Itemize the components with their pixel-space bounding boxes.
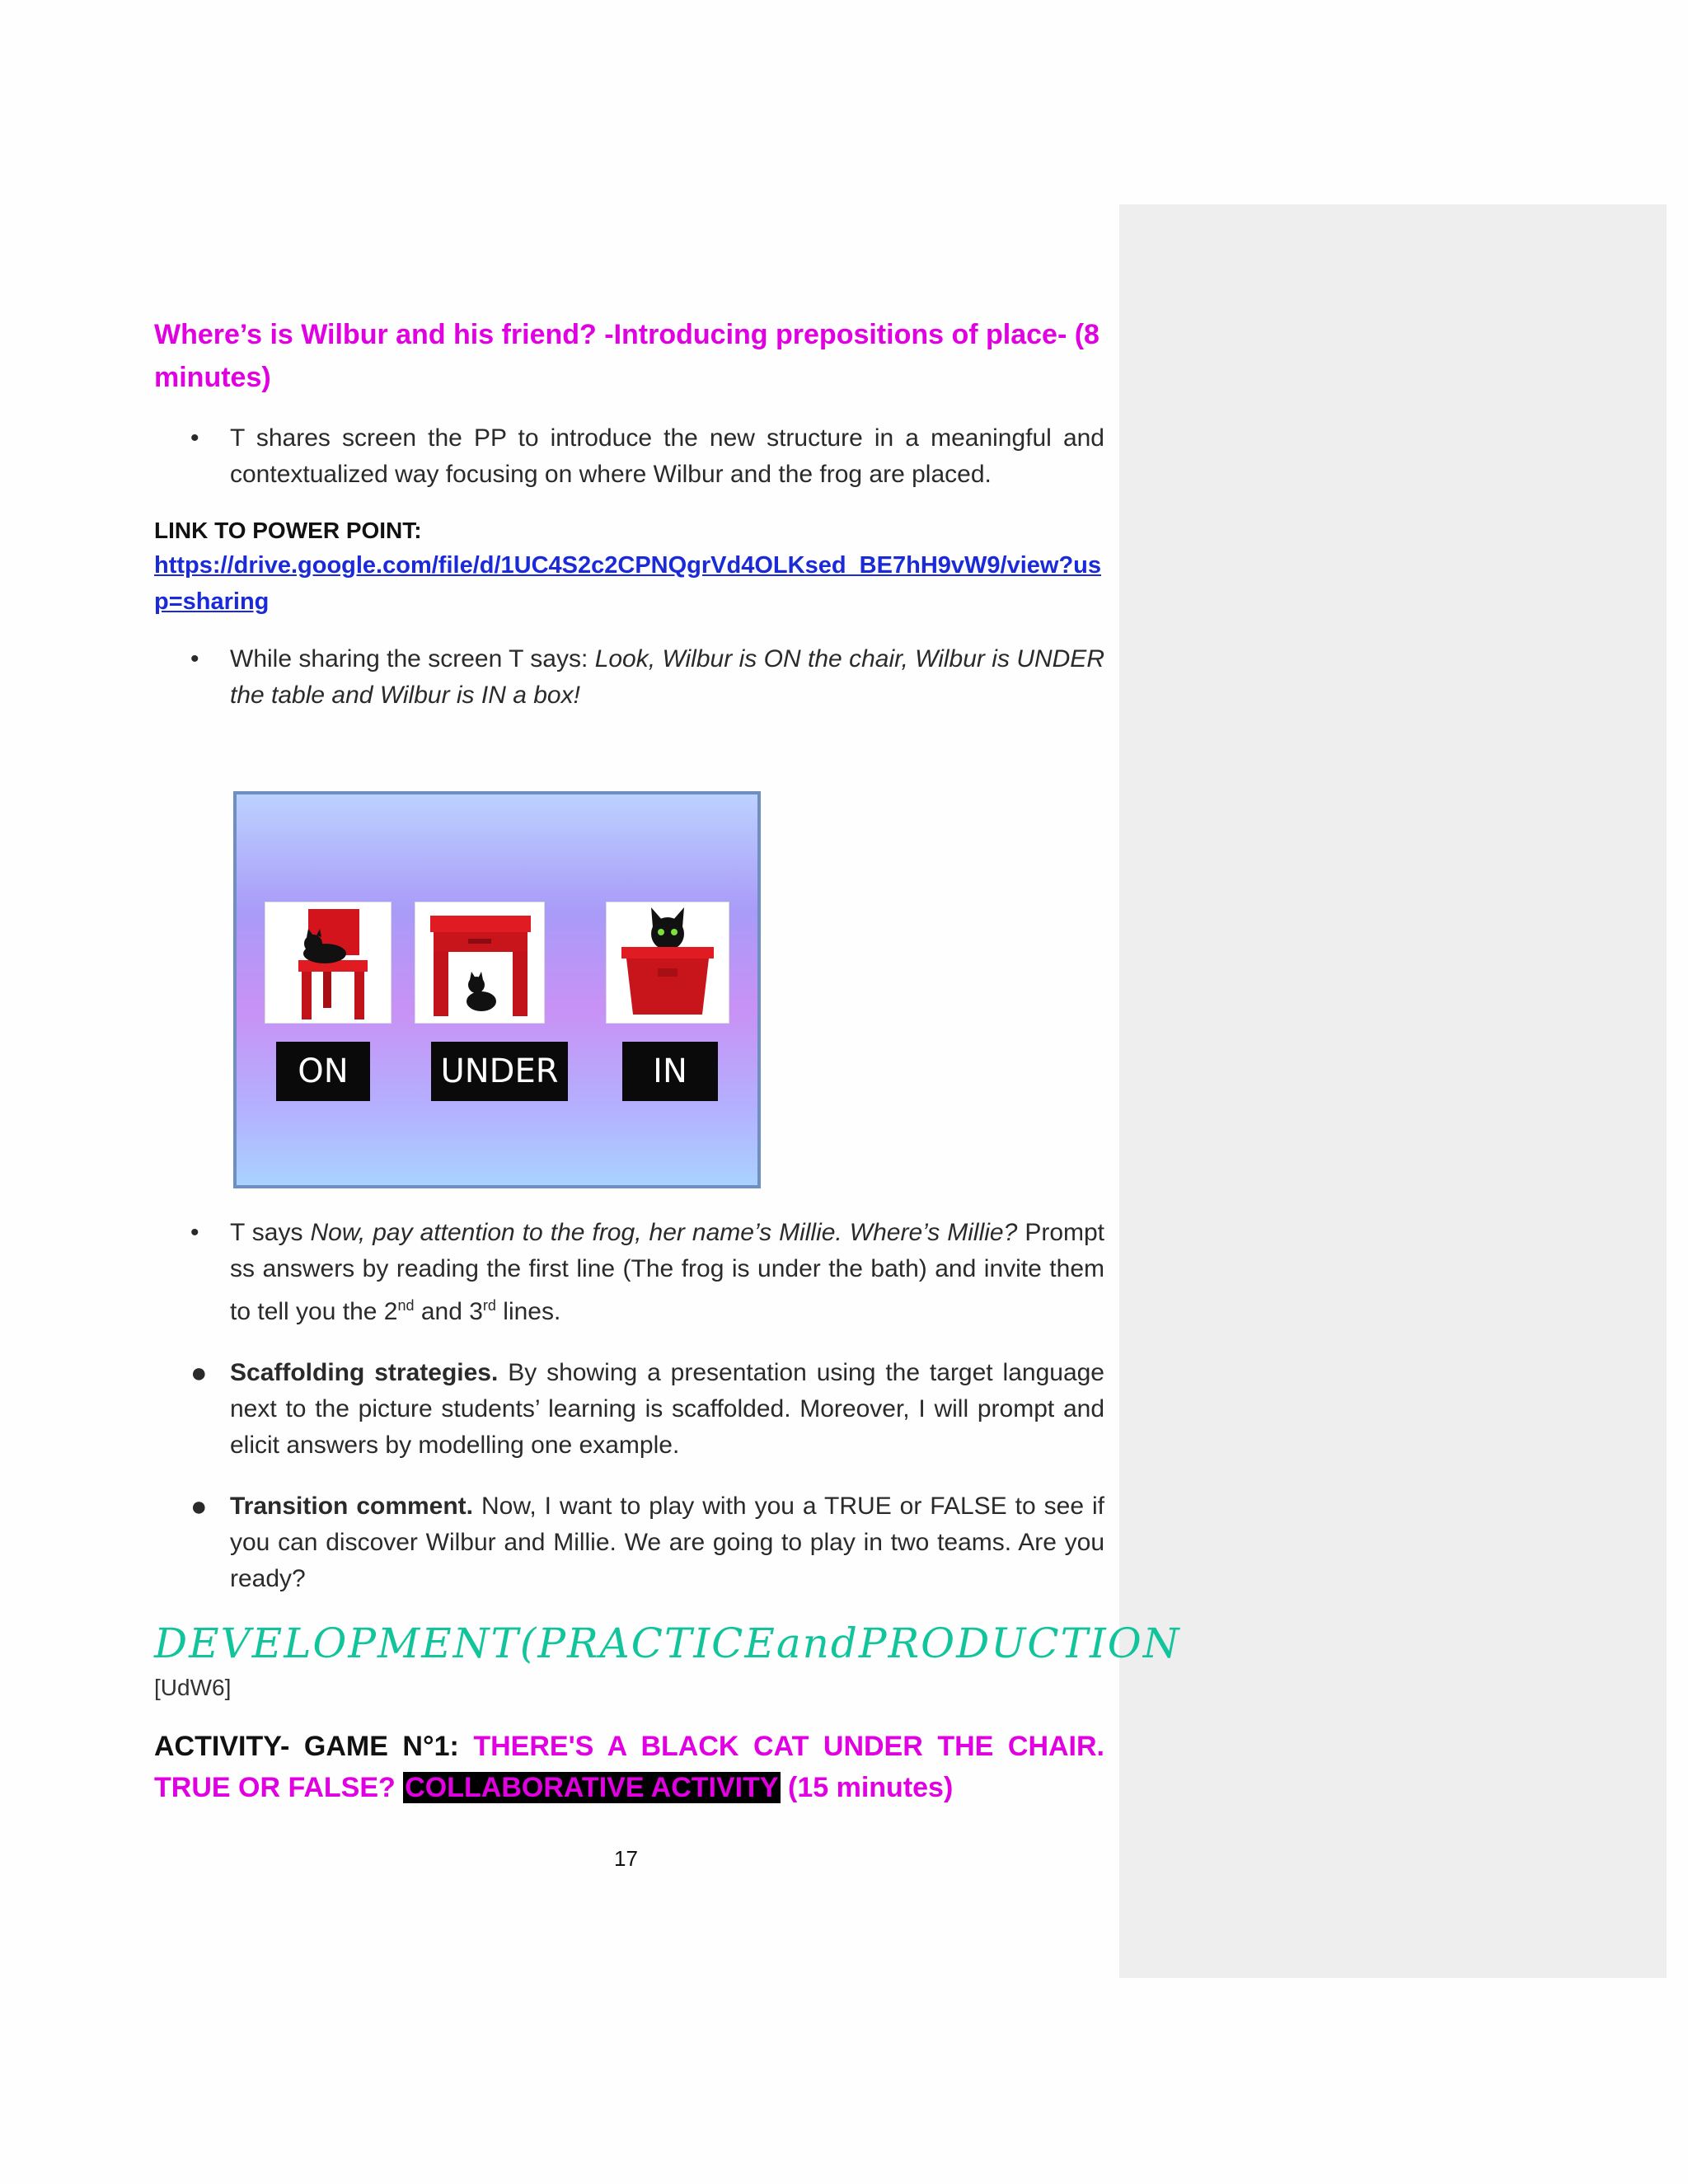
dev-word: PRODUCTION xyxy=(858,1619,1181,1667)
bullet-quote: Now, pay attention to the frog, her name’s Millie. Where’s Millie? xyxy=(310,1219,1018,1246)
bullet-item xyxy=(154,1488,1104,1597)
bullet-text: Now, I want to play with you a TRUE or FALSE to see if you can discover Wilbur and Millie. We are going to play in two teams. Are you ready? xyxy=(230,1493,1104,1592)
document-body-lower xyxy=(154,1215,1181,1808)
bullet-text: T shares screen the PP to introduce the new structure in a meaningful and contextualized way focusing on where Wilbur and the frog are placed. xyxy=(230,424,1104,488)
dev-word: (PRACTICE xyxy=(519,1619,776,1667)
bullet-bold: Scaffolding strategies. xyxy=(230,1359,499,1386)
collaborative-highlight: COLLABORATIVE ACTIVITY xyxy=(405,1772,779,1803)
bullet-item xyxy=(154,420,1104,493)
link-label: LINK TO POWER POINT: xyxy=(154,518,422,543)
bullet-text: and 3 xyxy=(414,1298,483,1325)
dev-word: and xyxy=(776,1619,859,1667)
section-heading: Where’s is Wilbur and his friend? -Introducing prepositions of place- (8 minutes) xyxy=(154,319,1100,393)
bullet-dot: • xyxy=(190,424,199,452)
comment-pane xyxy=(1119,204,1667,1978)
bullet-text: By showing a presentation using the target language next to the picture students’ learning is scaffolded. Moreover, I will prompt and elicit answers by modelling one example. xyxy=(230,1359,1104,1459)
bullet-item xyxy=(154,641,1104,714)
bullet-item xyxy=(154,1215,1104,1330)
development-heading xyxy=(154,1617,1181,1670)
bullet-dot: ● xyxy=(190,1357,208,1389)
bullet-text: Prompt ss answers by reading the first line (The frog is under the bath) and invite them to tell you the 2 xyxy=(230,1219,1105,1325)
bullet-item xyxy=(154,1355,1104,1464)
page-number: 17 xyxy=(614,1846,638,1871)
bullet-bold: Transition comment. xyxy=(230,1493,474,1520)
superscript: rd xyxy=(482,1297,496,1314)
bullet-dot: ● xyxy=(190,1491,208,1522)
activity-title: THERE'S A BLACK CAT UNDER THE CHAIR. TRUE OR FALSE? xyxy=(154,1731,1104,1803)
bullet-text: While sharing the screen T says: xyxy=(230,645,595,673)
bullet-dot: • xyxy=(190,1219,199,1246)
activity-prefix: ACTIVITY- GAME N°1: xyxy=(154,1731,474,1762)
bullet-text: T says xyxy=(230,1219,311,1246)
label-on: ON xyxy=(276,1042,370,1101)
activity-heading xyxy=(154,1726,1104,1808)
powerpoint-link[interactable]: https://drive.google.com/file/d/1UC4S2c2CPNQgrVd4OLKsed_BE7hH9vW9/view?usp=sharing xyxy=(154,552,1101,615)
activity-duration: (15 minutes) xyxy=(780,1772,954,1803)
label-under: UNDER xyxy=(431,1042,568,1101)
udw-tag: [UdW6] xyxy=(154,1675,232,1700)
box-picture xyxy=(606,902,729,1024)
table-picture xyxy=(415,902,545,1024)
dev-word: DEVELOPMENT xyxy=(154,1619,520,1667)
bullet-quote: Look, Wilbur is ON the chair, Wilbur is UNDER the table and Wilbur is IN a box! xyxy=(230,645,1104,709)
slide-image xyxy=(233,791,761,1188)
superscript: nd xyxy=(397,1297,415,1314)
bullet-text: lines. xyxy=(495,1298,561,1325)
chair-picture xyxy=(265,902,392,1024)
bullet-dot: • xyxy=(190,645,199,673)
document-body xyxy=(154,313,1104,714)
label-in: IN xyxy=(622,1042,718,1101)
